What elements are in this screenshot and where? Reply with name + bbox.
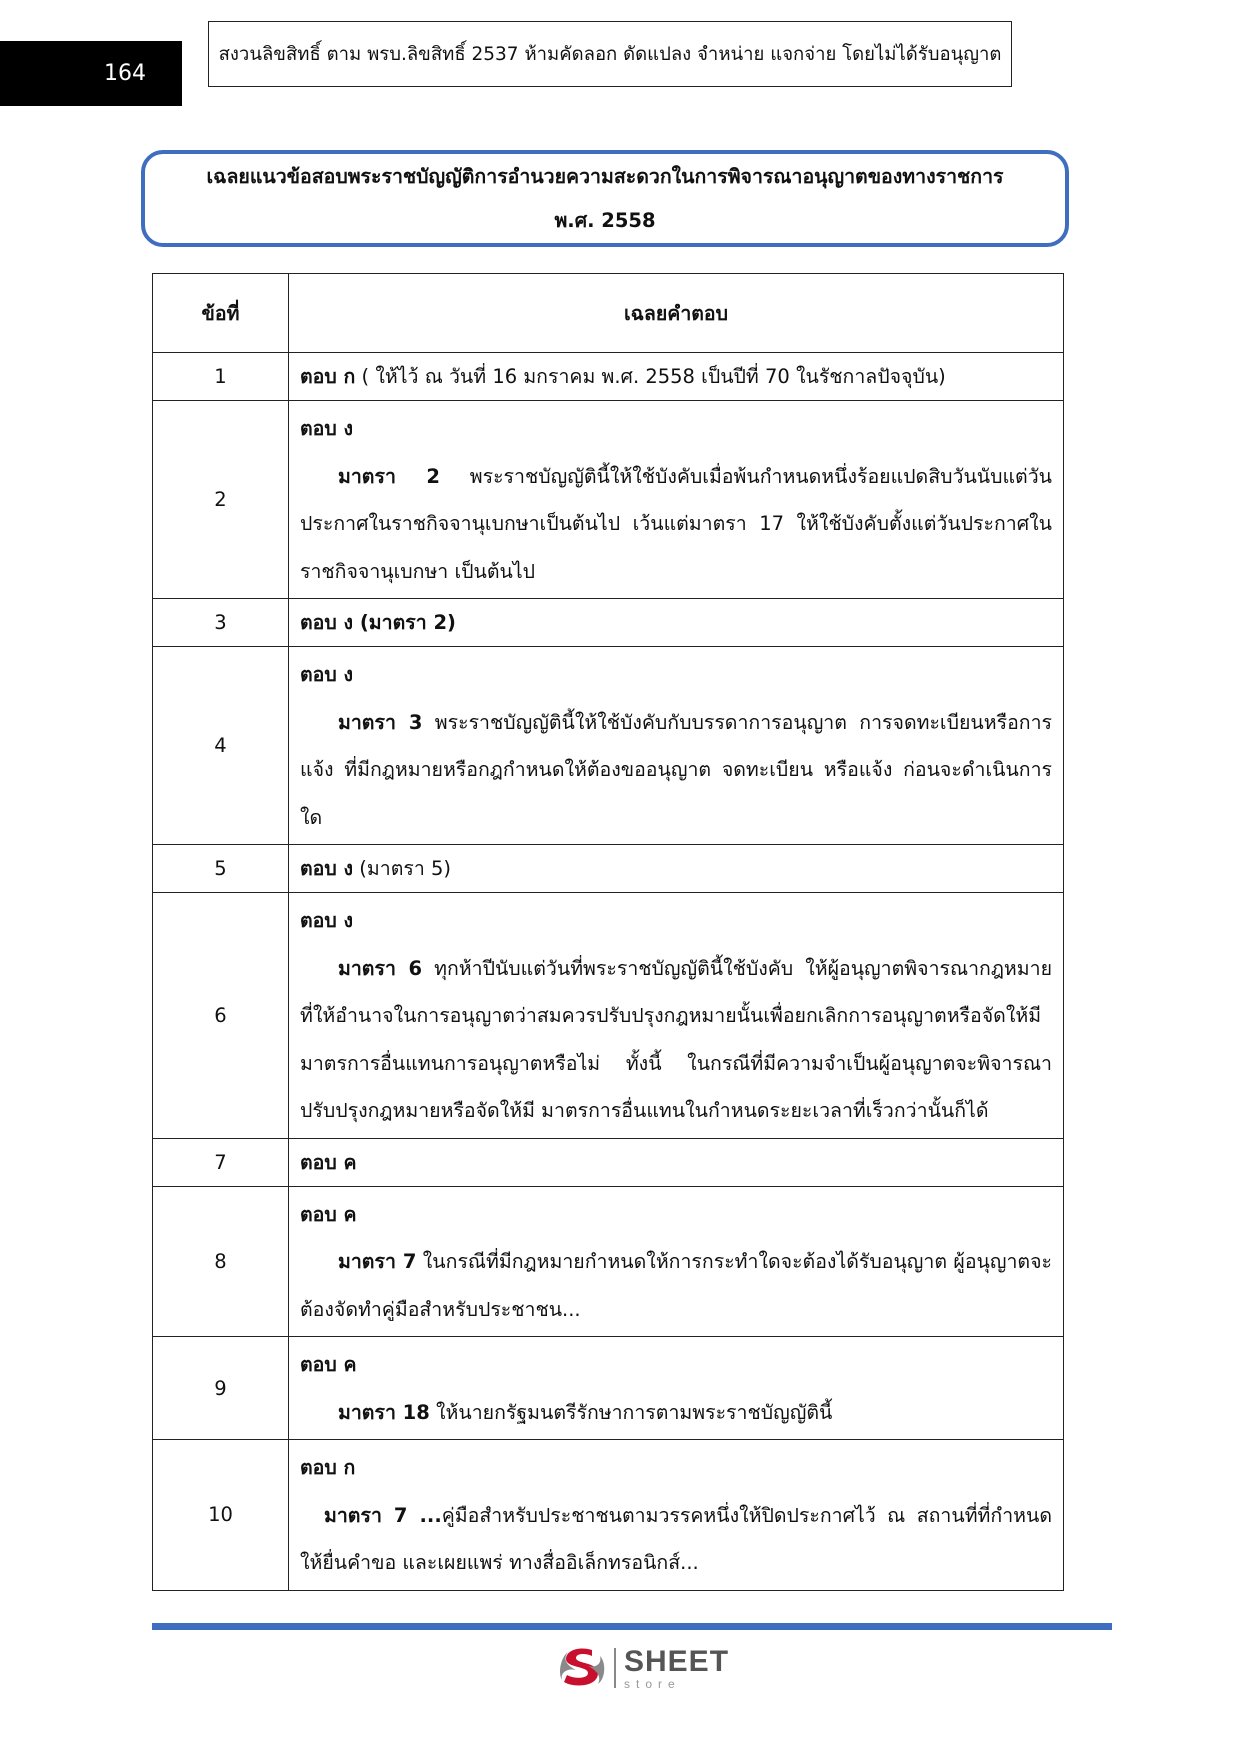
answer-cell	[289, 1440, 1064, 1591]
answer-text: ( ให้ไว้ ณ วันที่ 16 มกราคม พ.ศ. 2558 เป็นปีที่ 70 ในรัชกาลปัจจุบัน)	[355, 365, 946, 388]
section-label: มาตรา 3	[338, 710, 423, 734]
table-row	[153, 353, 1064, 401]
question-number: 2	[153, 401, 289, 599]
table-row	[153, 1186, 1064, 1337]
table-row	[153, 647, 1064, 845]
logo-main-text: SHEET	[624, 1644, 730, 1678]
page-number: 164	[0, 41, 182, 106]
answer-label: ตอบ ค	[300, 1353, 357, 1376]
question-number: 7	[153, 1138, 289, 1186]
answer-cell	[289, 353, 1064, 401]
table-row	[153, 599, 1064, 647]
title-line-2: พ.ศ. 2558	[554, 208, 656, 232]
sheet-store-logo	[558, 1640, 729, 1696]
logo-divider	[614, 1648, 616, 1688]
question-number: 10	[153, 1440, 289, 1591]
table-row	[153, 1138, 1064, 1186]
answer-cell	[289, 1138, 1064, 1186]
section-text: คู่มือสำหรับประชาชนตามวรรคหนึ่งให้ปิดประกาศไว้ ณ สถานที่ที่กำหนดให้ยื่นคำขอ และเผยแพร่ ทางสื่ออิเล็กทรอนิกส์...	[300, 1503, 1053, 1574]
section-text: พระราชบัญญัตินี้ให้ใช้บังคับเมื่อพ้นกำหนดหนึ่งร้อยแปดสิบวันนับแต่วันประกาศในราชกิจจานุเบกษาเป็นต้นไป เว้นแต่มาตรา 17 ให้ใช้บังคับตั้งแต่วันประกาศในราชกิจจานุเบกษา เป็นต้นไป	[300, 464, 1052, 583]
table-row	[153, 845, 1064, 893]
logo-text	[624, 1644, 730, 1691]
page-title	[141, 150, 1069, 247]
section-label: มาตรา 6	[338, 956, 423, 980]
answer-label: ตอบ ก	[300, 365, 356, 388]
answer-label: ตอบ ค	[300, 1150, 357, 1174]
answer-text: (มาตรา 5)	[353, 857, 451, 880]
answer-cell	[289, 893, 1064, 1139]
table-header-row	[153, 274, 1064, 353]
question-number: 5	[153, 845, 289, 893]
column-header-number: ข้อที่	[153, 274, 289, 353]
sheet-store-s-icon	[558, 1642, 608, 1694]
answer-cell	[289, 647, 1064, 845]
answer-cell	[289, 1186, 1064, 1337]
question-number: 4	[153, 647, 289, 845]
question-number: 3	[153, 599, 289, 647]
footer-divider	[152, 1623, 1112, 1630]
answer-table	[152, 273, 1064, 1591]
copyright-notice: สงวนลิขสิทธิ์ ตาม พรบ.ลิขสิทธิ์ 2537 ห้ามคัดลอก ดัดแปลง จำหน่าย แจกจ่าย โดยไม่ได้รับอนุญาต	[208, 21, 1012, 87]
question-number: 6	[153, 893, 289, 1139]
answer-label: ตอบ ก	[300, 1456, 356, 1479]
logo-sub-text: store	[624, 1676, 681, 1691]
answer-cell	[289, 401, 1064, 599]
section-text: พระราชบัญญัตินี้ให้ใช้บังคับกับบรรดาการอนุญาต การจดทะเบียนหรือการแจ้ง ที่มีกฎหมายหรือกฎกำหนดให้ต้องขออนุญาต จดทะเบียน หรือแจ้ง ก่อนจะดำเนินการใด	[300, 710, 1053, 829]
answer-cell	[289, 599, 1064, 647]
section-text: ในกรณีที่มีกฎหมายกำหนดให้การกระทำใดจะต้องได้รับอนุญาต ผู้อนุญาตจะต้องจัดทำคู่มือสำหรับประชาชน...	[300, 1250, 1053, 1321]
answer-cell	[289, 845, 1064, 893]
question-number: 9	[153, 1337, 289, 1440]
question-number: 1	[153, 353, 289, 401]
section-text: ให้นายกรัฐมนตรีรักษาการตามพระราชบัญญัตินี้	[429, 1400, 833, 1424]
column-header-answer: เฉลยคำตอบ	[289, 274, 1064, 353]
table-row	[153, 893, 1064, 1139]
answer-label: ตอบ ง (มาตรา 2)	[300, 611, 456, 634]
answer-label: ตอบ ง	[300, 909, 354, 932]
title-line-1: เฉลยแนวข้อสอบพระราชบัญญัติการอำนวยความสะดวกในการพิจารณาอนุญาตของทางราชการ	[206, 164, 1004, 188]
answer-label: ตอบ ง	[300, 417, 354, 440]
answer-label: ตอบ ง	[300, 857, 354, 880]
table-row	[153, 401, 1064, 599]
section-label: มาตรา 7	[338, 1250, 417, 1273]
section-label: มาตรา 18	[338, 1400, 430, 1424]
section-text: ทุกห้าปีนับแต่วันที่พระราชบัญญัตินี้ใช้บังคับ ให้ผู้อนุญาตพิจารณากฎหมาย ที่ให้อำนาจในการอนุญาตว่าสมควรปรับปรุงกฎหมายนั้นเพื่อยกเลิกการอนุญาตหรือจัดให้มีมาตรการอื่นแทนการอนุญาตหรือไม่ ทั้งนี้ ในกรณีที่มีความจำเป็นผู้อนุญาตจะพิจารณาปรับปรุงกฎหมายหรือจัดให้มี มาตรการอื่นแทนในกำหนดระยะเวลาที่เร็วกว่านั้นก็ได้	[300, 956, 1053, 1122]
table-row	[153, 1337, 1064, 1440]
answer-cell	[289, 1337, 1064, 1440]
table-row	[153, 1440, 1064, 1591]
answer-label: ตอบ ง	[300, 663, 354, 686]
section-label: มาตรา 7 ...	[324, 1503, 442, 1527]
answer-label: ตอบ ค	[300, 1202, 357, 1226]
question-number: 8	[153, 1186, 289, 1337]
section-label: มาตรา 2	[338, 464, 440, 488]
